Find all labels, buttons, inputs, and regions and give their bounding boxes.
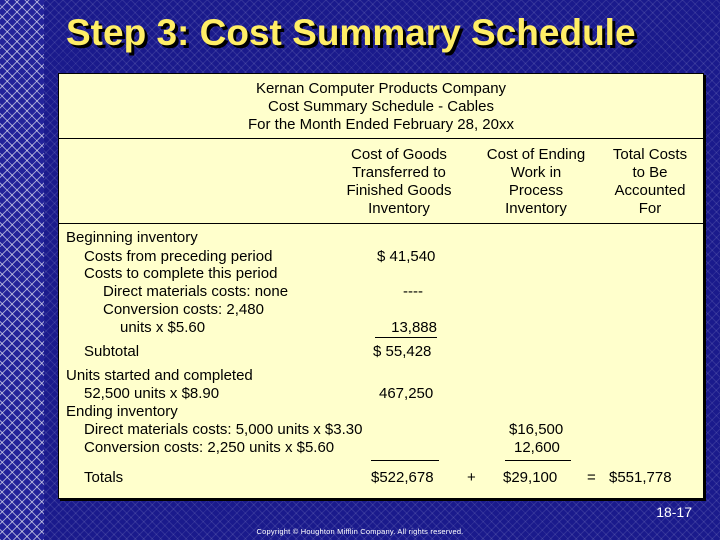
plus-sign: + [467, 469, 476, 486]
report-name: Cost Summary Schedule - Cables [268, 98, 494, 115]
label-totals: Totals [84, 469, 124, 486]
equals-sign: = [587, 469, 596, 486]
label-direct-materials: Direct materials costs: none [103, 283, 289, 300]
value-ending-direct-materials: $16,500 [509, 421, 564, 438]
label-ending-inventory: Ending inventory [66, 403, 178, 420]
column-header-goods: Cost of Goods Transferred to Finished Goods Inventory [346, 146, 452, 217]
label-costs-to-complete: Costs to complete this period [84, 265, 278, 282]
value-totals-wip: $29,100 [503, 469, 558, 486]
column-header-total: Total Costs to Be Accounted For [612, 146, 688, 217]
slide-title: Step 3: Cost Summary Schedule [66, 12, 636, 53]
label-ending-direct-materials: Direct materials costs: 5,000 units x $3.30 [84, 421, 363, 438]
underline-wip-total [505, 460, 571, 461]
page-number: 18-17 [656, 504, 692, 520]
decorative-left-strip [0, 0, 44, 540]
label-costs-preceding: Costs from preceding period [84, 248, 273, 265]
value-units-started: 467,250 [379, 385, 434, 402]
label-subtotal: Subtotal [84, 343, 140, 360]
value-totals-all: $551,778 [609, 469, 672, 486]
label-units-started-detail: 52,500 units x $8.90 [84, 385, 220, 402]
value-totals-goods: $522,678 [371, 469, 434, 486]
column-header-wip: Cost of Ending Work in Process Inventory [486, 146, 586, 217]
underline-conversion [375, 337, 437, 338]
company-name: Kernan Computer Products Company [255, 80, 507, 97]
value-costs-preceding: $ 41,540 [377, 248, 436, 265]
cost-summary-panel [58, 73, 704, 499]
header-divider [59, 138, 703, 139]
value-subtotal: $ 55,428 [373, 343, 432, 360]
label-conversion-units: units x $5.60 [120, 319, 206, 336]
value-conversion-costs: 13,888 [391, 319, 437, 336]
label-ending-conversion: Conversion costs: 2,250 units x $5.60 [84, 439, 335, 456]
underline-goods-total [371, 460, 439, 461]
label-beginning-inventory: Beginning inventory [66, 229, 198, 246]
report-header [59, 80, 703, 134]
label-conversion-costs: Conversion costs: 2,480 [103, 301, 264, 318]
value-ending-conversion: 12,600 [514, 439, 560, 456]
label-units-started: Units started and completed [66, 367, 253, 384]
value-direct-materials: ---- [403, 283, 423, 300]
copyright-notice: Copyright © Houghton Mifflin Company. All rights reserved. [256, 527, 464, 536]
report-period: For the Month Ended February 28, 20xx [248, 116, 514, 133]
column-header-divider [59, 223, 703, 224]
